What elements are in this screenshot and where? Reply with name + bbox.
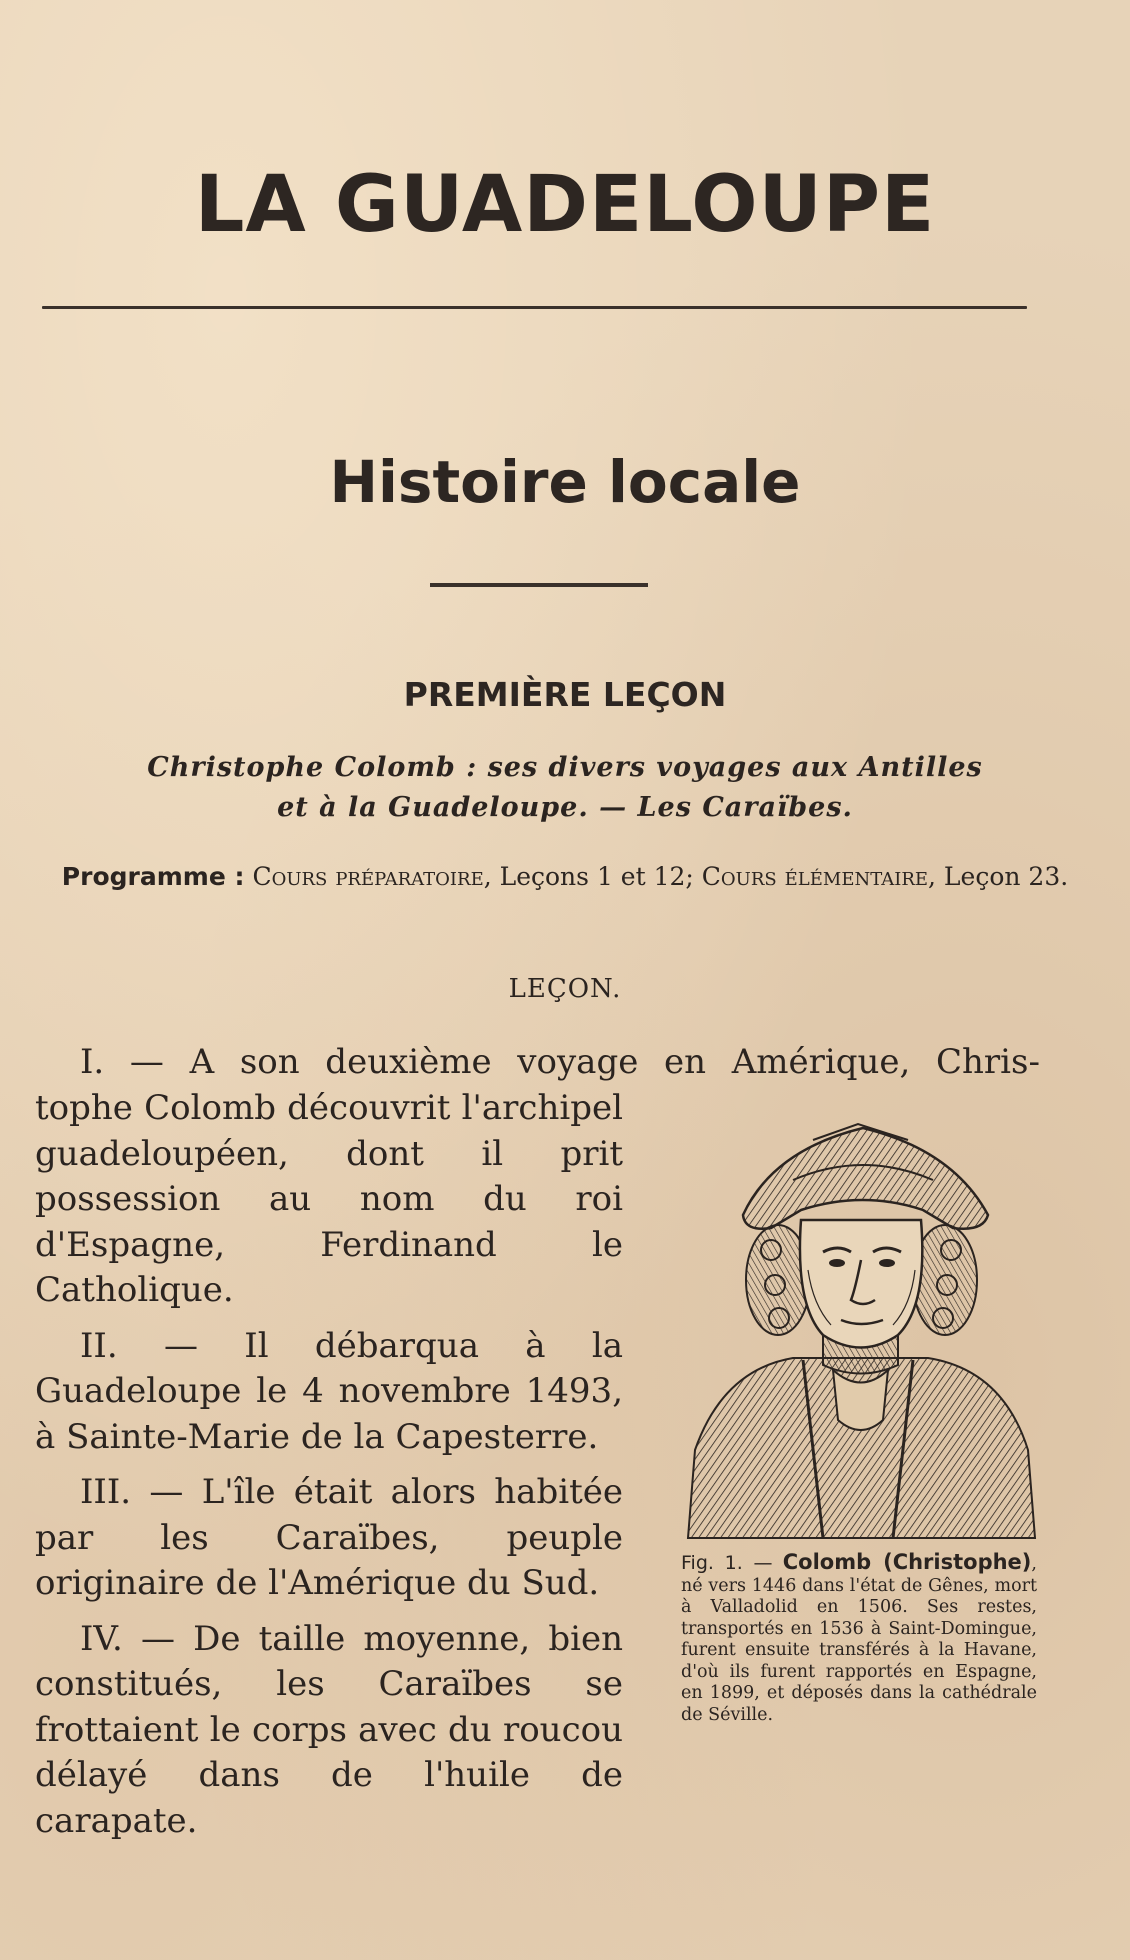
figure-caption <box>681 1552 1037 1726</box>
figure-text: , né vers 1446 dans l'état de Gênes, mort à Valladolid en 1506. Ses restes, transportés en 1536 à Saint-Domingue, furent ensuite transférés à la Havane, d'où ils furent rapportés en Espagne, en 1899, et déposés dans la cathédrale de Séville. <box>681 1554 1037 1725</box>
programme-note <box>60 858 1070 896</box>
page-title: LA GUADELOUPE <box>194 160 936 250</box>
subtitle-rule <box>430 583 648 587</box>
programme-lessons2: , Leçon 23. <box>928 862 1069 891</box>
lesson-body-column <box>35 1086 623 1854</box>
section-subtitle: Histoire locale <box>329 448 801 516</box>
lesson-topic-line2: et à la Guadeloupe. — Les Caraïbes. <box>277 792 853 823</box>
lesson-heading: PREMIÈRE LEÇON <box>403 675 727 714</box>
columbus-portrait-illustration <box>683 1120 1038 1542</box>
lesson-topic-line1: Christophe Colomb : ses divers voyages aux Antilles <box>147 752 983 783</box>
programme-course2: Cours élémentaire <box>701 862 929 891</box>
lecon-label: LEÇON. <box>508 974 622 1004</box>
programme-label: Programme : <box>61 862 245 891</box>
paragraph-1-first-line: I. — A son deuxième voyage en Amérique, Chris- <box>80 1042 1040 1082</box>
title-rule <box>42 306 1027 309</box>
programme-lessons1: , Leçons 1 et 12; <box>483 862 702 891</box>
figure-name: Colomb (Christophe) <box>782 1550 1032 1574</box>
lesson-topic <box>60 748 1070 828</box>
paragraph-2: II. — Il débarqua à la Guadeloupe le 4 novembre 1493, à Sainte-Marie de la Capesterre. <box>35 1325 623 1457</box>
paragraph-1-continuation: tophe Colomb découvrit l'archipel guadeloupéen, dont il prit possession au nom du roi d'Espagne, Ferdinand le Catholique. <box>35 1088 623 1310</box>
programme-course1: Cours préparatoire <box>252 862 484 891</box>
figure-label: Fig. 1. — <box>681 1552 773 1574</box>
paragraph-3: III. — L'île était alors habitée par les Caraïbes, peuple originaire de l'Amérique du Sud. <box>35 1472 623 1603</box>
paragraph-4: IV. — De taille moyenne, bien constitués, les Caraïbes se frottaient le corps avec du roucou délayé dans de l'huile de carapate. <box>35 1618 623 1841</box>
